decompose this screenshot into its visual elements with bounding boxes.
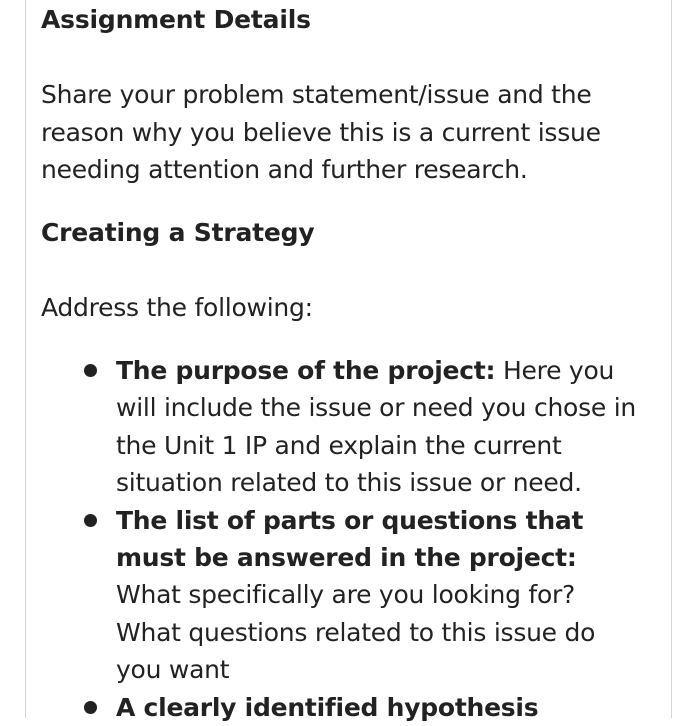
requirement-heading: The purpose of the project: <box>116 356 496 385</box>
assignment-details-heading: Assignment Details <box>41 5 311 34</box>
creating-strategy-heading: Creating a Strategy <box>41 218 315 247</box>
parts-questions-requirement <box>41 502 646 689</box>
requirement-text: Here you will include the issue or need you chose in the Unit 1 IP and explain the current situation related to this issue or need. <box>116 356 636 498</box>
problem-statement-instructions: Share your problem statement/issue and the reason why you believe this is a current issue needing attention and further research. <box>41 80 601 184</box>
bullet-icon <box>84 701 97 714</box>
requirement-text: What specifically are you looking for? What questions related to this issue do you want <box>116 580 596 685</box>
bullet-icon <box>84 514 97 527</box>
address-following-label: Address the following: <box>41 293 313 322</box>
requirement-heading: The list of parts or questions that must be answered in the project: <box>116 505 584 573</box>
purpose-requirement <box>41 352 646 502</box>
requirement-heading: A clearly identified hypothesis <box>116 692 539 722</box>
strategy-requirements-list <box>41 352 646 726</box>
bullet-icon <box>84 364 97 377</box>
hypothesis-requirement <box>41 689 646 726</box>
